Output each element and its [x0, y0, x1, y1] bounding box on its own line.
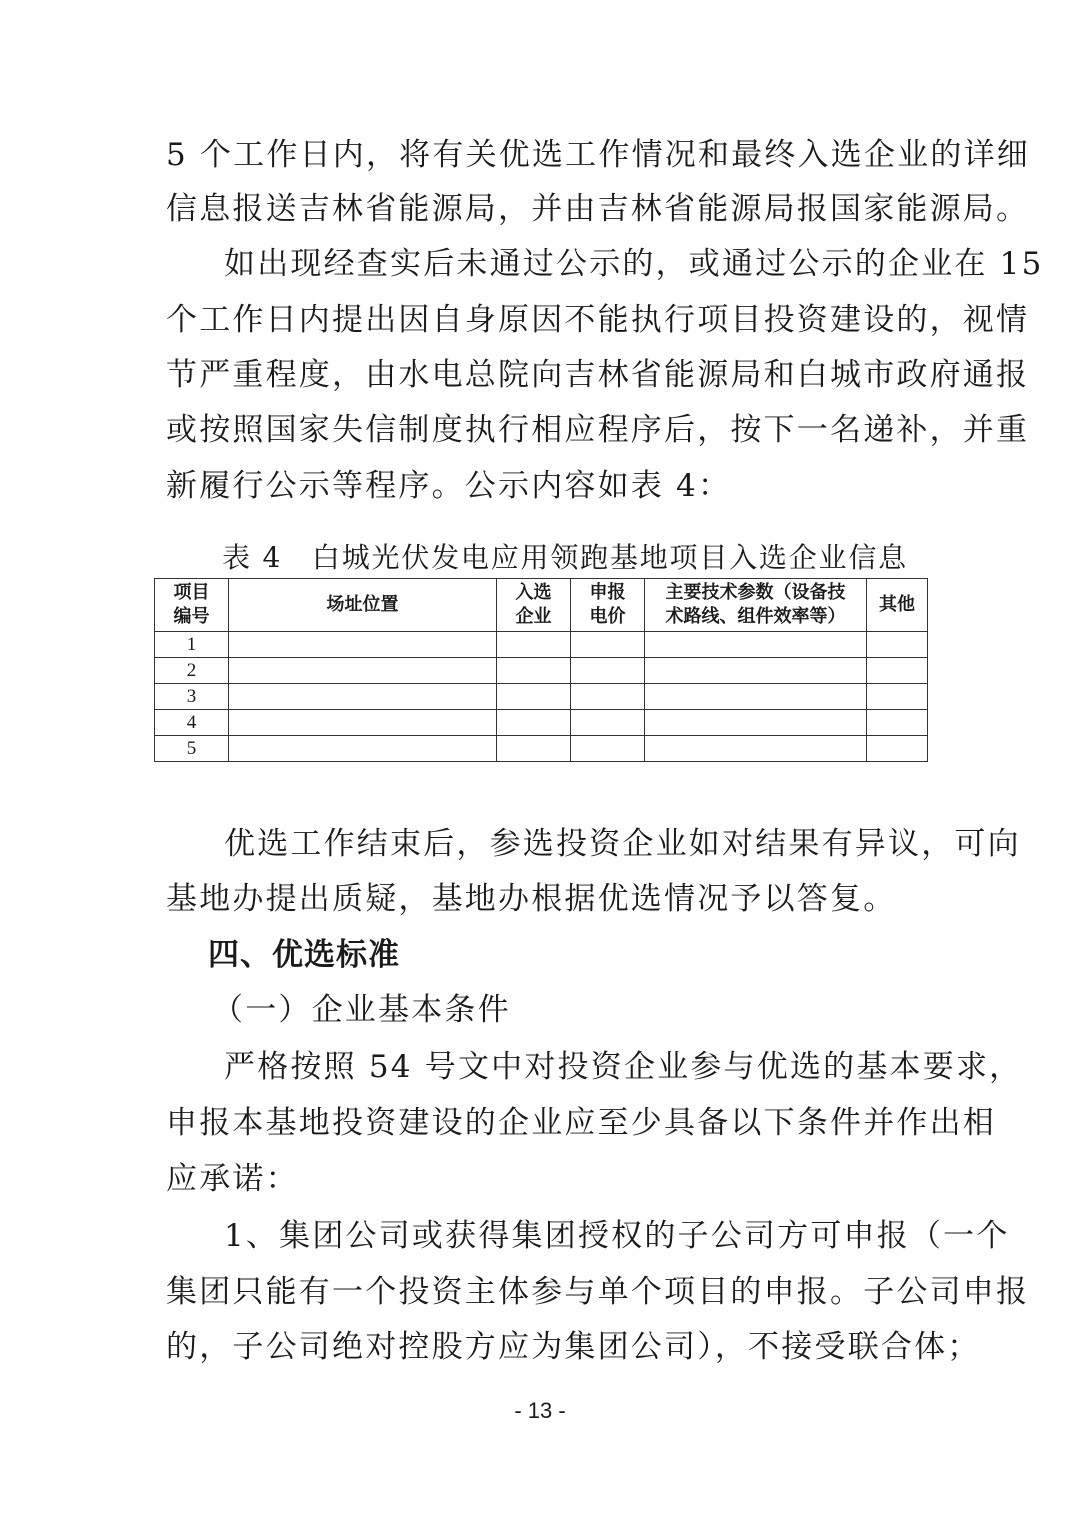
- paragraph-1-line-1: 5 个工作日内，将有关优选工作情况和最终入选企业的详细: [166, 137, 1030, 173]
- header-project-number: 项目 编号: [155, 579, 229, 632]
- table-cell: [571, 632, 645, 658]
- table-cell: [645, 710, 867, 736]
- table-cell: [229, 710, 497, 736]
- table-4: [154, 578, 928, 762]
- table-4-caption: 表 4 白城光伏发电应用领跑基地项目入选企业信息: [222, 541, 908, 574]
- paragraph-1-line-2: 信息报送吉林省能源局，并由吉林省能源局报国家能源局。: [166, 191, 1030, 227]
- paragraph-5-line-1: 1、集团公司或获得集团授权的子公司方可申报（一个: [224, 1218, 1010, 1254]
- paragraph-2-line-1: 如出现经查实后未通过公示的，或通过公示的企业在 15: [224, 246, 1044, 282]
- table-cell: [229, 658, 497, 684]
- table-cell: [497, 658, 571, 684]
- table-cell: [867, 736, 928, 762]
- page-number: - 13 -: [514, 1398, 566, 1423]
- paragraph-5-line-2: 集团只能有一个投资主体参与单个项目的申报。子公司申报: [166, 1274, 1030, 1310]
- table-cell: [229, 632, 497, 658]
- paragraph-4-line-1: 严格按照 54 号文中对投资企业参与优选的基本要求，: [224, 1049, 1023, 1085]
- table-cell: [229, 736, 497, 762]
- section-4-heading: 四、优选标准: [208, 937, 400, 973]
- table-cell: [571, 736, 645, 762]
- table-cell: [645, 684, 867, 710]
- table-cell: [497, 710, 571, 736]
- paragraph-3-line-1: 优选工作结束后，参选投资企业如对结果有异议，可向: [224, 826, 1021, 862]
- header-technical-parameters: 主要技术参数（设备技 术路线、组件效率等）: [645, 579, 867, 632]
- subsection-1-heading: （一）企业基本条件: [212, 992, 511, 1028]
- paragraph-2-line-2: 个工作日内提出因自身原因不能执行项目投资建设的，视情: [166, 302, 1030, 338]
- paragraph-2-line-4: 或按照国家失信制度执行相应程序后，按下一名递补，并重: [166, 412, 1030, 448]
- paragraph-2-line-5: 新履行公示等程序。公示内容如表 4：: [166, 468, 732, 504]
- table-cell: [645, 736, 867, 762]
- header-selected-enterprise: 入选 企业: [497, 579, 571, 632]
- table-cell: [497, 684, 571, 710]
- table-row: [155, 710, 928, 736]
- table-cell: [867, 684, 928, 710]
- row-number: 2: [155, 658, 229, 684]
- paragraph-5-line-3: 的，子公司绝对控股方应为集团公司），不接受联合体；: [166, 1329, 981, 1365]
- table-row: [155, 658, 928, 684]
- table-header-row: [155, 579, 928, 632]
- table-cell: [867, 710, 928, 736]
- paragraph-2-line-3: 节严重程度，由水电总院向吉林省能源局和白城市政府通报: [166, 357, 1030, 393]
- table-cell: [867, 658, 928, 684]
- row-number: 5: [155, 736, 229, 762]
- table-cell: [497, 632, 571, 658]
- header-site-location: 场址位置: [229, 579, 497, 632]
- row-number: 4: [155, 710, 229, 736]
- table-cell: [571, 658, 645, 684]
- table-cell: [229, 684, 497, 710]
- table-cell: [867, 632, 928, 658]
- row-number: 1: [155, 632, 229, 658]
- table-row: [155, 736, 928, 762]
- table-cell: [645, 632, 867, 658]
- paragraph-3-line-2: 基地办提出质疑，基地办根据优选情况予以答复。: [166, 881, 897, 917]
- table-row: [155, 632, 928, 658]
- table-cell: [497, 736, 571, 762]
- table-cell: [571, 710, 645, 736]
- table-cell: [645, 658, 867, 684]
- table-cell: [571, 684, 645, 710]
- header-other: 其他: [867, 579, 928, 632]
- table-row: [155, 684, 928, 710]
- paragraph-4-line-2: 申报本基地投资建设的企业应至少具备以下条件并作出相: [166, 1105, 996, 1141]
- header-declared-price: 申报 电价: [571, 579, 645, 632]
- row-number: 3: [155, 684, 229, 710]
- paragraph-4-line-3: 应承诺：: [166, 1161, 299, 1197]
